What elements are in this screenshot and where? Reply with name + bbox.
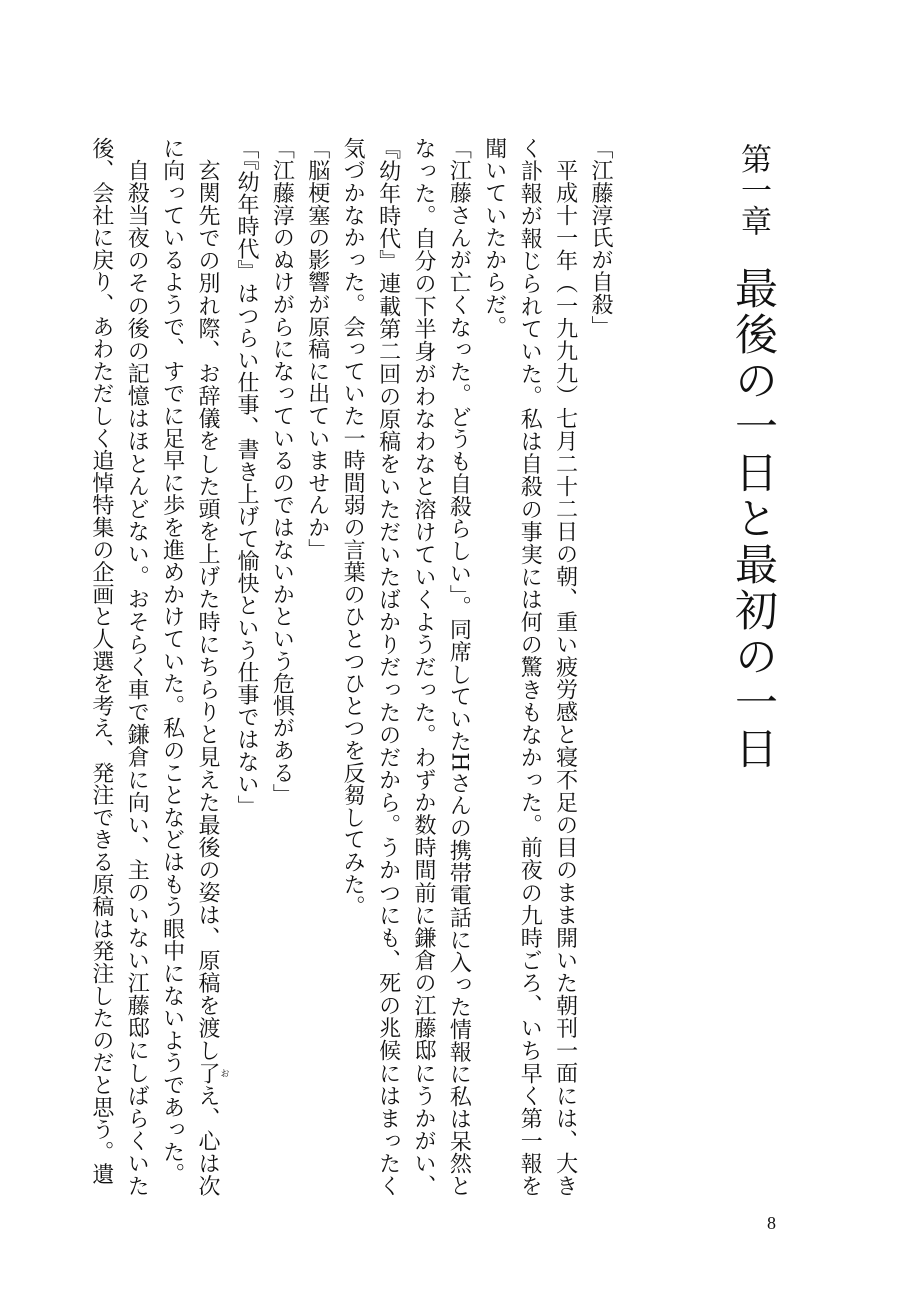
- quote-line: 「脳梗塞の影響が原稿に出ていませんか」: [304, 137, 330, 561]
- chapter-number: 第一章: [735, 143, 771, 236]
- paragraph-text: え、心は次に向っているようで、すでに足早に歩を進めかけていた。私のことなどはもう眼中にないようであった。: [159, 137, 221, 1198]
- body-text: [83, 137, 618, 1197]
- paragraph-text: 玄関先での別れ際、お辞儀をした頭を上げた時にちらりと見えた最後の姿は、原稿を渡し: [195, 159, 221, 1062]
- chapter-title: 最後の一日と最初の一日: [728, 266, 778, 772]
- quote-line: 「江藤淳のぬけがらになっているのではないかという危惧がある」: [269, 137, 295, 806]
- chapter-heading: [728, 143, 778, 772]
- quote-line: 「『幼年時代』はつらい仕事、書き上げて愉快という仕事ではない」: [233, 137, 259, 818]
- ruby-reading: お: [218, 1061, 229, 1085]
- quote-headline: 「江藤淳氏が自殺」: [588, 137, 613, 338]
- paragraph: [154, 137, 228, 1197]
- paragraph: 自殺当夜のその後の記憶はほとんどない。おそらく車で鎌倉に向い、主のいない江藤邸にしばらくいた後、会社に戻り、あわただしく追悼特集の企画と人選を考え、発注できる原稿は発注したのだと思う。遺: [88, 137, 150, 1197]
- ruby-base: 了: [195, 1061, 221, 1085]
- paragraph: 平成十一年（一九九九）七月二十二日の朝、重い疲労感と寝不足の目のまま開いた朝刊一面には、大きく訃報が報じられていた。私は自殺の事実には何の驚きもなかった。前夜の九時ごろ、いち早く第一報を聞いていたからだ。: [481, 137, 578, 1197]
- page-number: 8: [767, 1213, 776, 1233]
- ruby-annotation: [195, 1061, 229, 1085]
- paragraph: 「江藤さんが亡くなった。どうも自殺らしい」。同席していたHさんの携帯電話に入った情報に私は呆然となった。自分の下半身がわなわなと溶けていくようだった。わずか数時間前に鎌倉の江藤邸にうかがい、『幼年時代』連載第二回の原稿をいただいたばかりだったのだから。うかつにも、死の兆候にはまったく気づかなかった。会っていた一時間弱の言葉のひとつひとつを反芻してみた。: [340, 137, 472, 1197]
